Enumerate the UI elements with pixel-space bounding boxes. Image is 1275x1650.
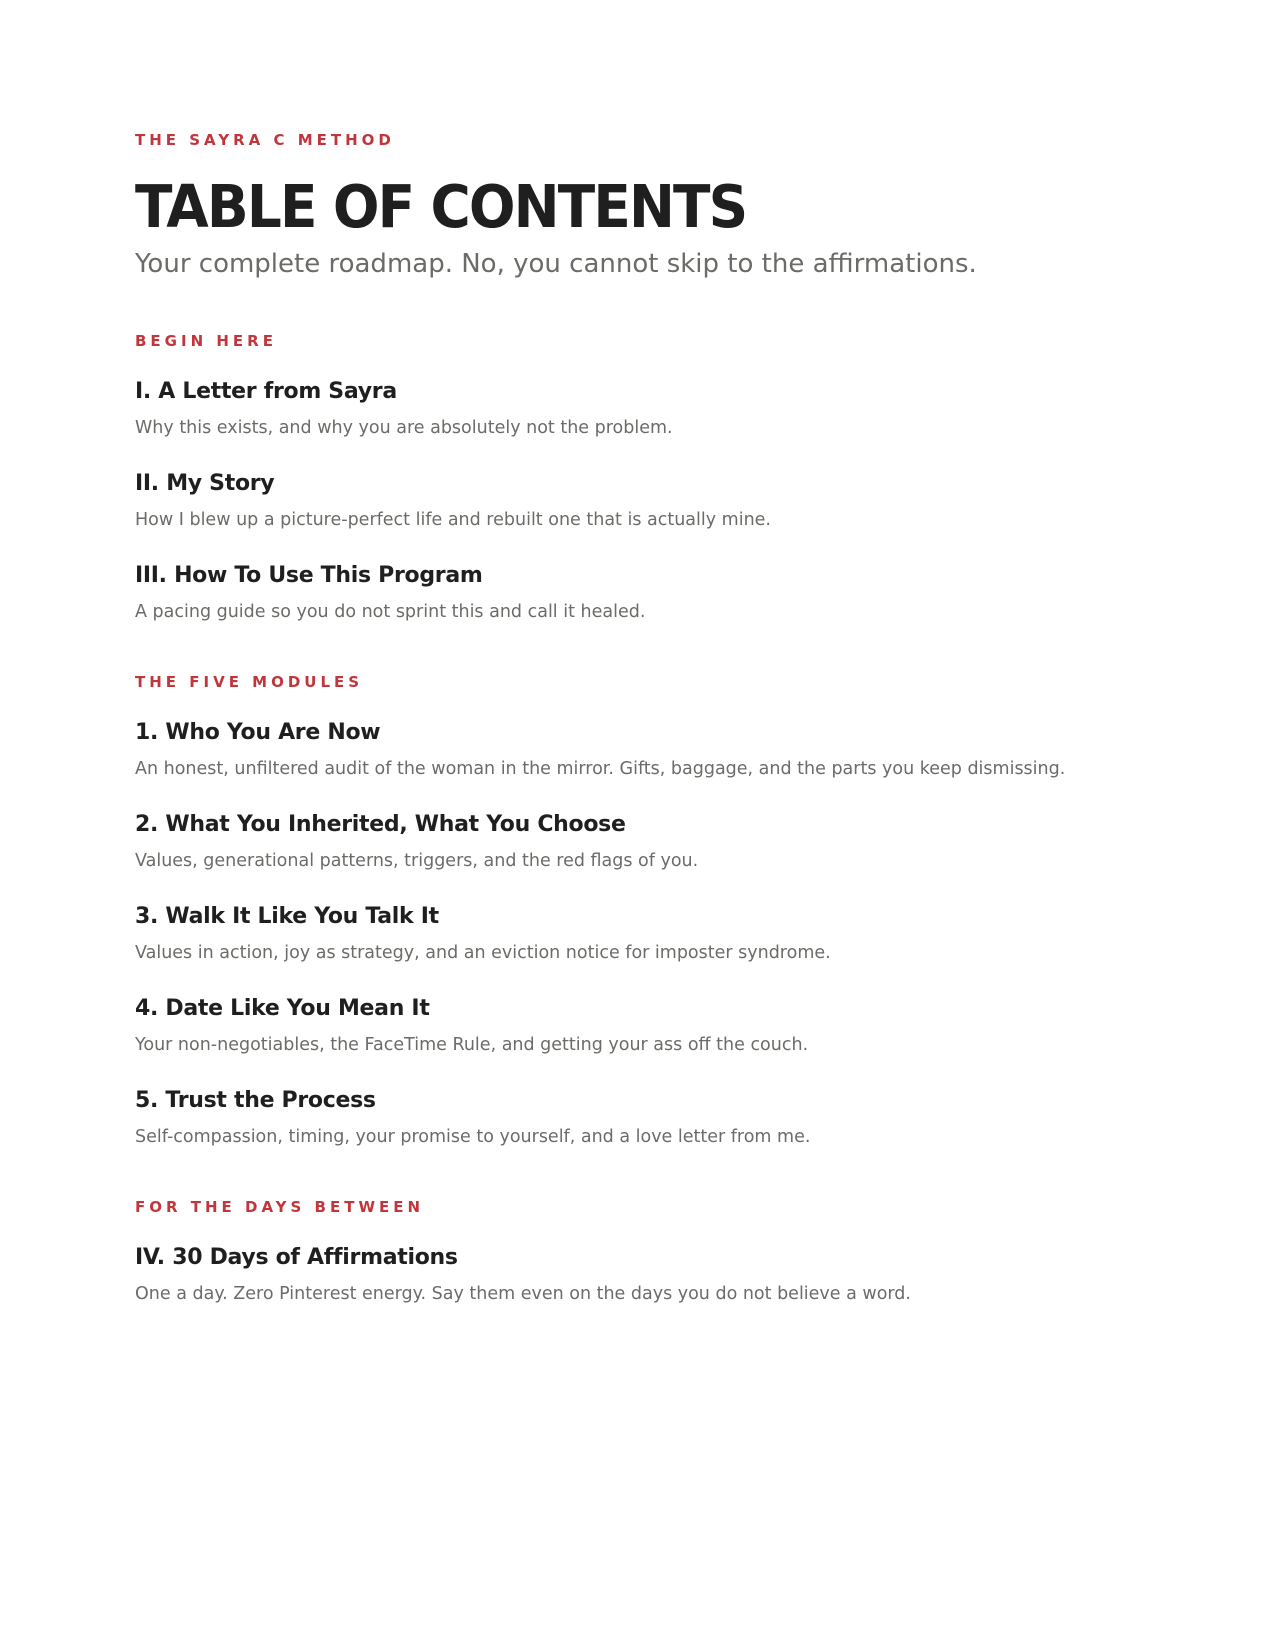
toc-entry bbox=[135, 470, 1135, 532]
toc-entry bbox=[135, 1087, 1135, 1149]
toc-entry-title: 1. Who You Are Now bbox=[135, 720, 381, 745]
toc-entry bbox=[135, 995, 1135, 1057]
toc-entry-title: I. A Letter from Sayra bbox=[135, 379, 397, 404]
section-label-begin-here: BEGIN HERE bbox=[135, 332, 277, 350]
toc-entry-title: 5. Trust the Process bbox=[135, 1088, 376, 1113]
section-days-between-list bbox=[135, 1244, 1135, 1306]
toc-entry-title: 2. What You Inherited, What You Choose bbox=[135, 812, 626, 837]
toc-entry-description: Values in action, joy as strategy, and an eviction notice for imposter syndrome. bbox=[135, 943, 831, 963]
toc-entry-description: Why this exists, and why you are absolutely not the problem. bbox=[135, 418, 673, 438]
brand-eyebrow: THE SAYRA C METHOD bbox=[135, 131, 395, 149]
section-label-days-between: FOR THE DAYS BETWEEN bbox=[135, 1198, 425, 1216]
toc-entry bbox=[135, 903, 1135, 965]
toc-entry bbox=[135, 1244, 1135, 1306]
toc-page bbox=[135, 131, 1135, 1306]
toc-entry bbox=[135, 378, 1135, 440]
toc-entry-title: II. My Story bbox=[135, 471, 275, 496]
toc-entry-description: A pacing guide so you do not sprint this and call it healed. bbox=[135, 602, 646, 622]
page-subtitle: Your complete roadmap. No, you cannot skip to the affirmations. bbox=[135, 249, 977, 279]
section-five-modules-list bbox=[135, 719, 1135, 1149]
section-begin-here-list bbox=[135, 378, 1135, 624]
page-title: TABLE OF CONTENTS bbox=[135, 172, 747, 241]
toc-entry-description: Self-compassion, timing, your promise to yourself, and a love letter from me. bbox=[135, 1127, 811, 1147]
toc-entry-title: IV. 30 Days of Affirmations bbox=[135, 1245, 458, 1270]
toc-entry-title: III. How To Use This Program bbox=[135, 563, 483, 588]
toc-entry-description: One a day. Zero Pinterest energy. Say them even on the days you do not believe a word. bbox=[135, 1284, 911, 1304]
toc-entry-title: 3. Walk It Like You Talk It bbox=[135, 904, 439, 929]
toc-entry-description: Your non-negotiables, the FaceTime Rule, and getting your ass off the couch. bbox=[135, 1035, 809, 1055]
toc-entry bbox=[135, 562, 1135, 624]
toc-entry-description: Values, generational patterns, triggers, and the red flags of you. bbox=[135, 851, 699, 871]
toc-entry bbox=[135, 811, 1135, 873]
toc-entry-description: An honest, unfiltered audit of the woman in the mirror. Gifts, baggage, and the parts you keep dismissing. bbox=[135, 759, 1066, 779]
toc-entry-description: How I blew up a picture-perfect life and rebuilt one that is actually mine. bbox=[135, 510, 771, 530]
toc-entry bbox=[135, 719, 1135, 781]
toc-entry-title: 4. Date Like You Mean It bbox=[135, 996, 430, 1021]
section-label-five-modules: THE FIVE MODULES bbox=[135, 673, 364, 691]
